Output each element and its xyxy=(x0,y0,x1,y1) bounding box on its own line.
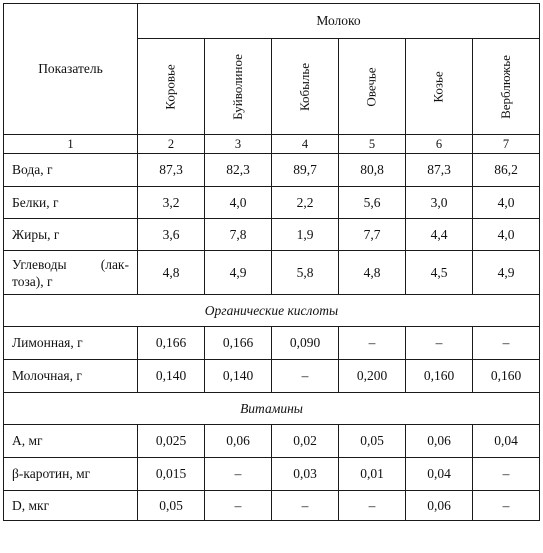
row-label-line: Углеводы (лак- xyxy=(12,256,129,272)
value-cell: 0,04 xyxy=(406,458,473,491)
row-label: Лимонная, г xyxy=(4,327,138,360)
index-cell: 2 xyxy=(138,135,205,154)
row-label: Жиры, г xyxy=(4,219,138,251)
column-header-label: Верблюжье xyxy=(497,54,513,119)
value-cell: 0,05 xyxy=(339,425,406,458)
value-cell: – xyxy=(473,458,540,491)
value-cell: 82,3 xyxy=(205,154,272,187)
value-cell: 4,0 xyxy=(473,219,540,251)
value-cell: 3,6 xyxy=(138,219,205,251)
row-label xyxy=(4,251,138,295)
value-cell: 4,4 xyxy=(406,219,473,251)
row-label: Вода, г xyxy=(4,154,138,187)
value-cell: 4,8 xyxy=(339,251,406,295)
value-cell: 4,8 xyxy=(138,251,205,295)
value-cell: 0,015 xyxy=(138,458,205,491)
value-cell: 86,2 xyxy=(473,154,540,187)
column-header xyxy=(138,39,205,135)
value-cell: 4,9 xyxy=(473,251,540,295)
column-header-label: Коровье xyxy=(163,63,178,110)
column-header-label: Овечье xyxy=(363,66,379,107)
row-label: D, мкг xyxy=(4,491,138,521)
column-header xyxy=(339,39,406,135)
value-cell: 4,0 xyxy=(473,187,540,219)
value-cell: 0,140 xyxy=(138,360,205,393)
value-cell: 1,9 xyxy=(272,219,339,251)
value-cell: 2,2 xyxy=(272,187,339,219)
value-cell: 0,02 xyxy=(272,425,339,458)
header-milk-group: Молоко xyxy=(138,4,540,39)
value-cell: 0,200 xyxy=(339,360,406,393)
value-cell: 87,3 xyxy=(138,154,205,187)
column-header xyxy=(473,39,540,135)
value-cell: 0,03 xyxy=(272,458,339,491)
table-row xyxy=(4,425,540,458)
value-cell: 0,160 xyxy=(406,360,473,393)
table-row xyxy=(4,251,540,295)
row-label: Белки, г xyxy=(4,187,138,219)
index-row xyxy=(4,135,540,154)
column-header xyxy=(406,39,473,135)
value-cell: 0,166 xyxy=(205,327,272,360)
value-cell: 0,06 xyxy=(406,425,473,458)
value-cell: 0,05 xyxy=(138,491,205,521)
value-cell: – xyxy=(339,491,406,521)
value-cell: 0,166 xyxy=(138,327,205,360)
value-cell: 4,0 xyxy=(205,187,272,219)
value-cell: – xyxy=(339,327,406,360)
value-cell: – xyxy=(473,491,540,521)
section-heading-vitamins: Витамины xyxy=(4,393,540,425)
value-cell: 5,8 xyxy=(272,251,339,295)
index-cell: 6 xyxy=(406,135,473,154)
column-header-label: Козье xyxy=(430,70,446,103)
value-cell: 0,160 xyxy=(473,360,540,393)
value-cell: 0,06 xyxy=(406,491,473,521)
value-cell: 80,8 xyxy=(339,154,406,187)
value-cell: 0,025 xyxy=(138,425,205,458)
row-label: Молочная, г xyxy=(4,360,138,393)
value-cell: 89,7 xyxy=(272,154,339,187)
value-cell: 87,3 xyxy=(406,154,473,187)
row-label: β-каротин, мг xyxy=(4,458,138,491)
value-cell: 0,01 xyxy=(339,458,406,491)
value-cell: 0,04 xyxy=(473,425,540,458)
value-cell: 0,06 xyxy=(205,425,272,458)
column-header xyxy=(205,39,272,135)
value-cell: 7,8 xyxy=(205,219,272,251)
header-parameter: Показатель xyxy=(4,4,138,135)
row-label-line: тоза), г xyxy=(12,273,53,289)
value-cell: – xyxy=(205,491,272,521)
index-cell: 7 xyxy=(473,135,540,154)
table-row xyxy=(4,154,540,187)
value-cell: 3,2 xyxy=(138,187,205,219)
column-header xyxy=(272,39,339,135)
value-cell: 4,9 xyxy=(205,251,272,295)
value-cell: – xyxy=(272,360,339,393)
index-cell: 4 xyxy=(272,135,339,154)
value-cell: 4,5 xyxy=(406,251,473,295)
column-header-label: Буйволиное xyxy=(230,53,245,120)
table-row xyxy=(4,187,540,219)
value-cell: 0,140 xyxy=(205,360,272,393)
index-cell: 5 xyxy=(339,135,406,154)
value-cell: 5,6 xyxy=(339,187,406,219)
column-header-label: Кобылье xyxy=(297,62,312,111)
table-row xyxy=(4,360,540,393)
value-cell: – xyxy=(473,327,540,360)
value-cell: – xyxy=(272,491,339,521)
value-cell: 3,0 xyxy=(406,187,473,219)
value-cell: – xyxy=(406,327,473,360)
value-cell: – xyxy=(205,458,272,491)
section-heading-acids: Органические кислоты xyxy=(4,295,540,327)
value-cell: 7,7 xyxy=(339,219,406,251)
table-row xyxy=(4,219,540,251)
table-row xyxy=(4,327,540,360)
index-cell: 3 xyxy=(205,135,272,154)
milk-composition-table xyxy=(3,3,540,521)
row-label: А, мг xyxy=(4,425,138,458)
index-cell: 1 xyxy=(4,135,138,154)
value-cell: 0,090 xyxy=(272,327,339,360)
table-row xyxy=(4,491,540,521)
table-row xyxy=(4,458,540,491)
